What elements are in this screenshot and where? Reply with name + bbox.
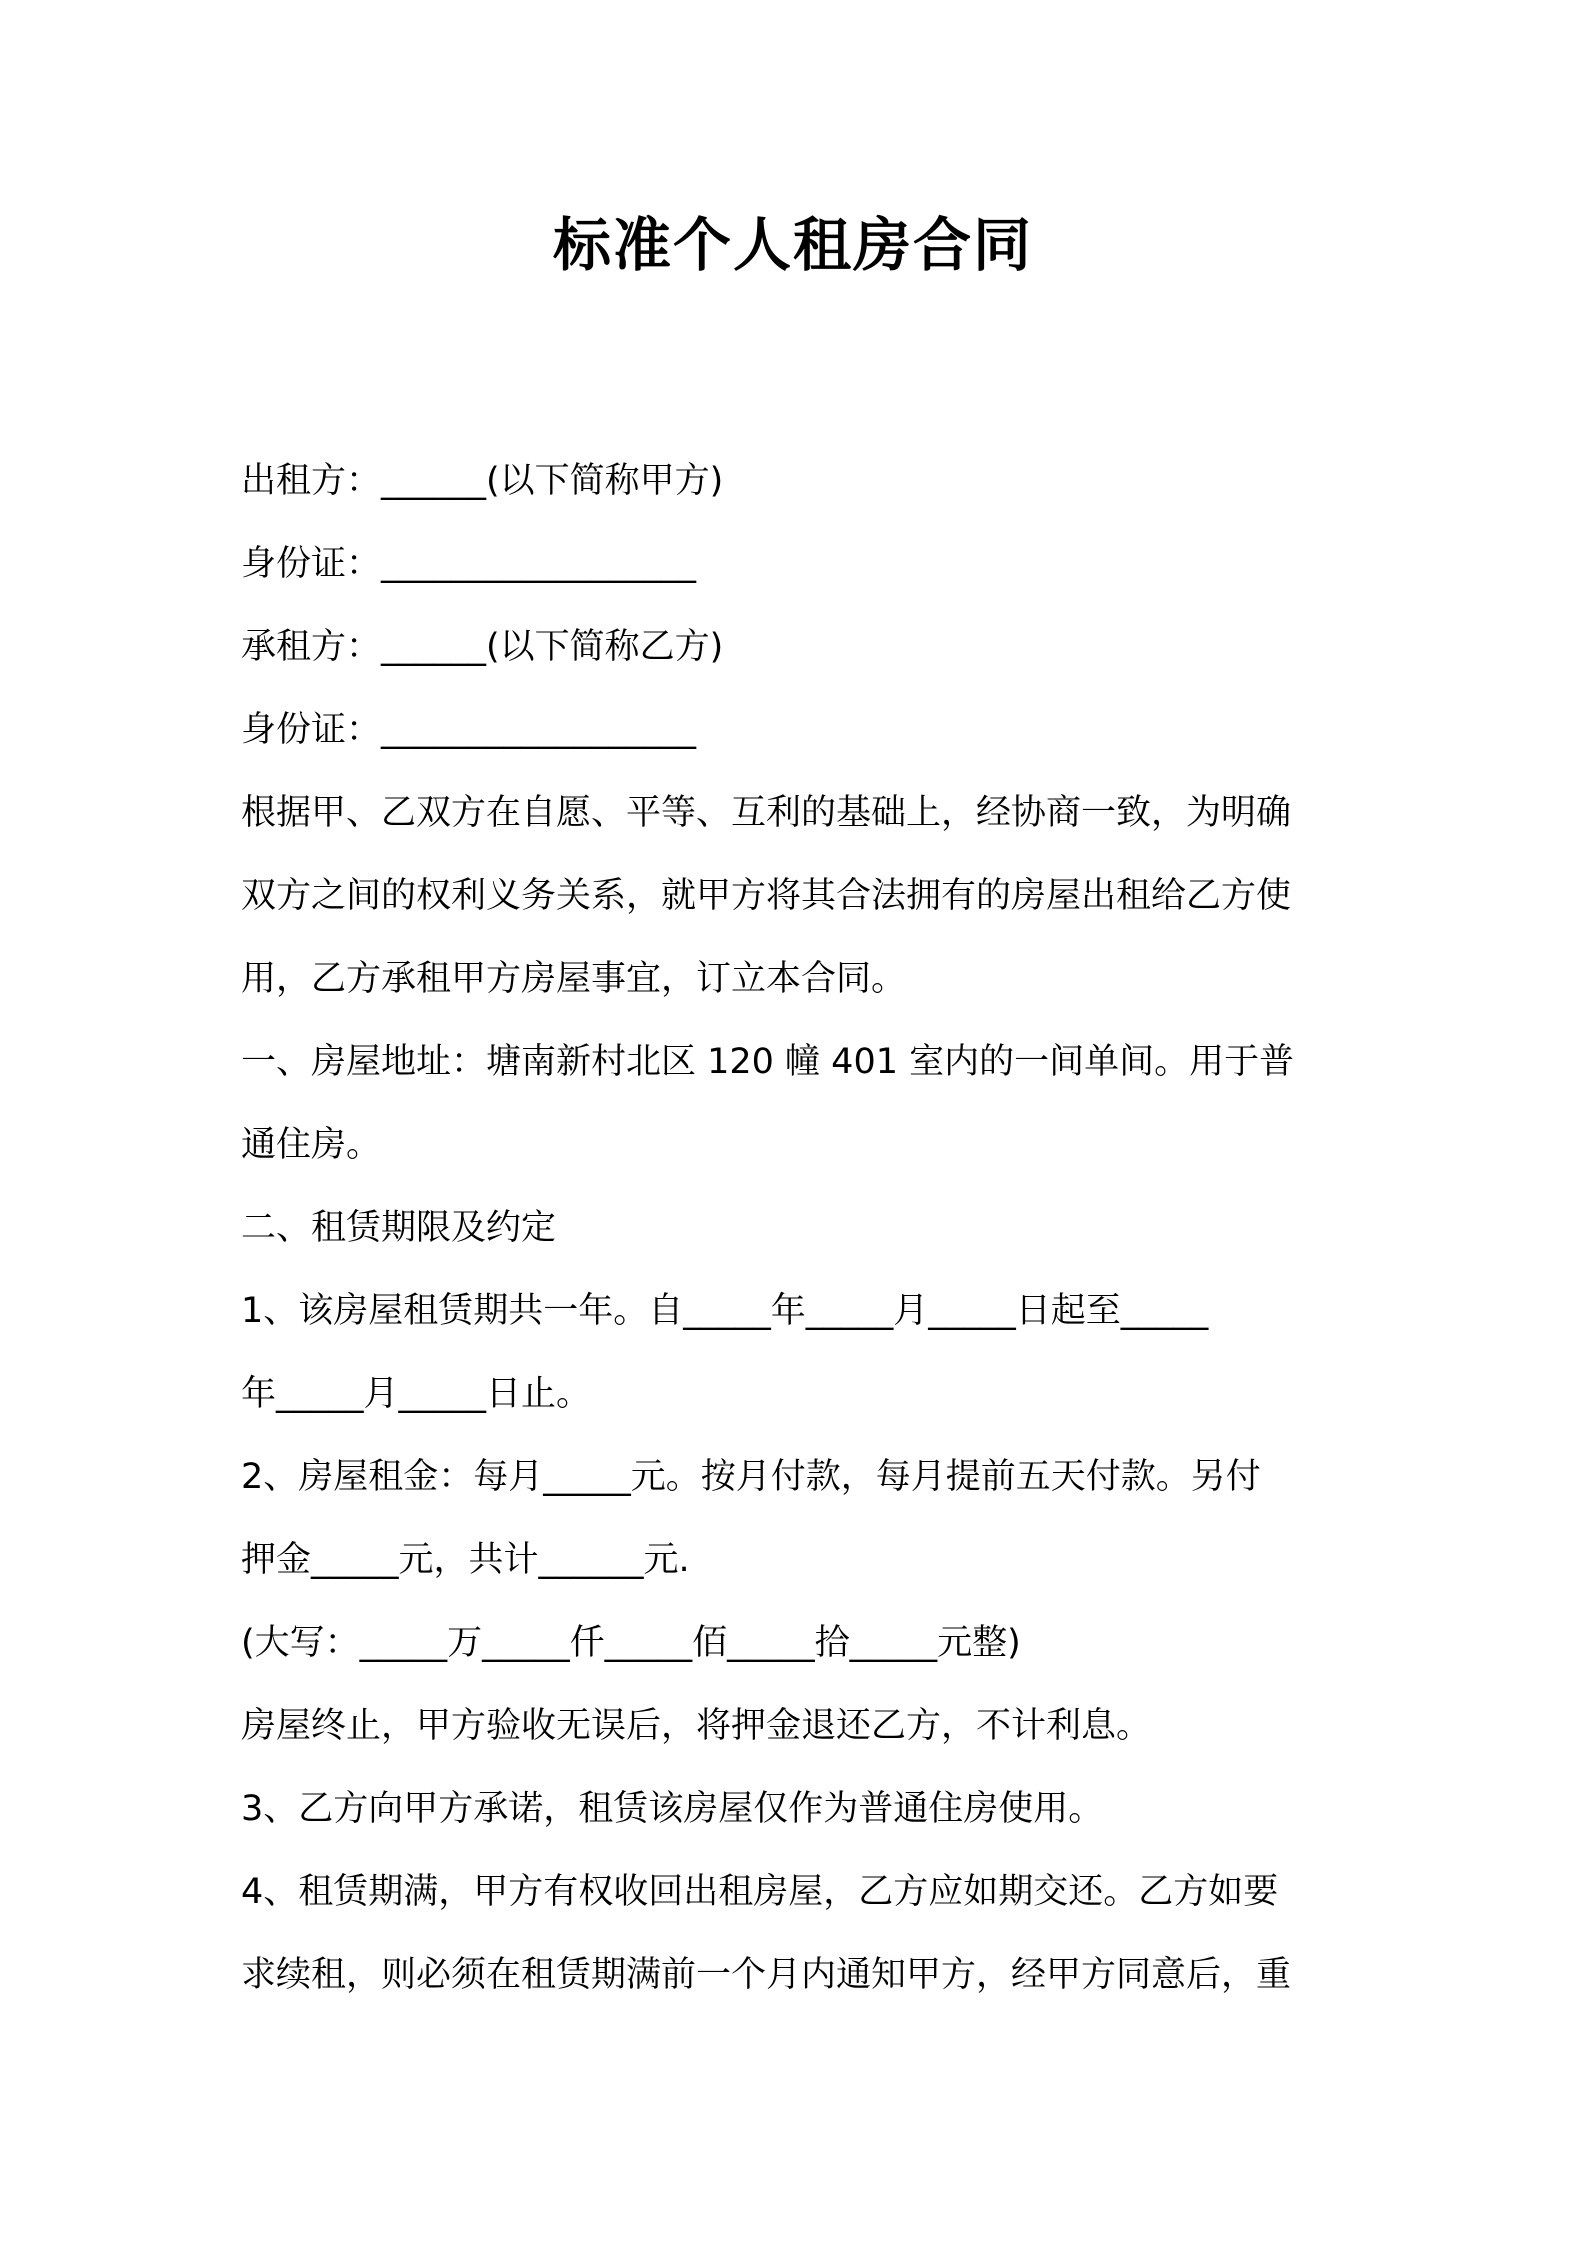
item-2-line-2: 押金_____元，共计______元. (241, 1540, 690, 1580)
deposit-return-line: 房屋终止，甲方验收无误后，将押金退还乙方，不计利息。 (241, 1706, 1152, 1746)
preamble-line-1: 根据甲、乙双方在自愿、平等、互利的基础上，经协商一致，为明确 (241, 793, 1292, 833)
clause-2-heading: 二、租赁期限及约定 (241, 1208, 557, 1248)
item-4-line-2: 求续租，则必须在租赁期满前一个月内通知甲方，经甲方同意后，重 (241, 1955, 1292, 1995)
clause-1-line-2: 通住房。 (241, 1125, 382, 1165)
item-3-line: 3、乙方向甲方承诺，租赁该房屋仅作为普通住房使用。 (241, 1789, 1104, 1829)
party-b-id-line: 身份证：__________________ (241, 710, 697, 750)
clause-1-line-1: 一、房屋地址：塘南新村北区 120 幢 401 室内的一间单间。用于普 (241, 1042, 1295, 1082)
preamble-line-3: 用，乙方承租甲方房屋事宜，订立本合同。 (241, 959, 907, 999)
party-b-line: 承租方：______(以下简称乙方) (241, 627, 724, 667)
item-4-line-1: 4、租赁期满，甲方有权收回出租房屋，乙方应如期交还。乙方如要 (241, 1872, 1279, 1912)
document-title: 标准个人租房合同 (552, 211, 1033, 279)
item-2-line-1: 2、房屋租金：每月_____元。按月付款，每月提前五天付款。另付 (241, 1457, 1261, 1497)
party-a-line: 出租方：______(以下简称甲方) (241, 461, 724, 501)
party-a-id-line: 身份证：__________________ (241, 544, 697, 584)
item-2-amount-in-words: (大写：_____万_____仟_____佰_____拾_____元整) (241, 1623, 1021, 1663)
item-1-line-2: 年_____月_____日止。 (241, 1374, 592, 1414)
preamble-line-2: 双方之间的权利义务关系，就甲方将其合法拥有的房屋出租给乙方使 (241, 876, 1292, 916)
item-1-line-1: 1、该房屋租赁期共一年。自_____年_____月_____日起至_____ (241, 1291, 1209, 1331)
